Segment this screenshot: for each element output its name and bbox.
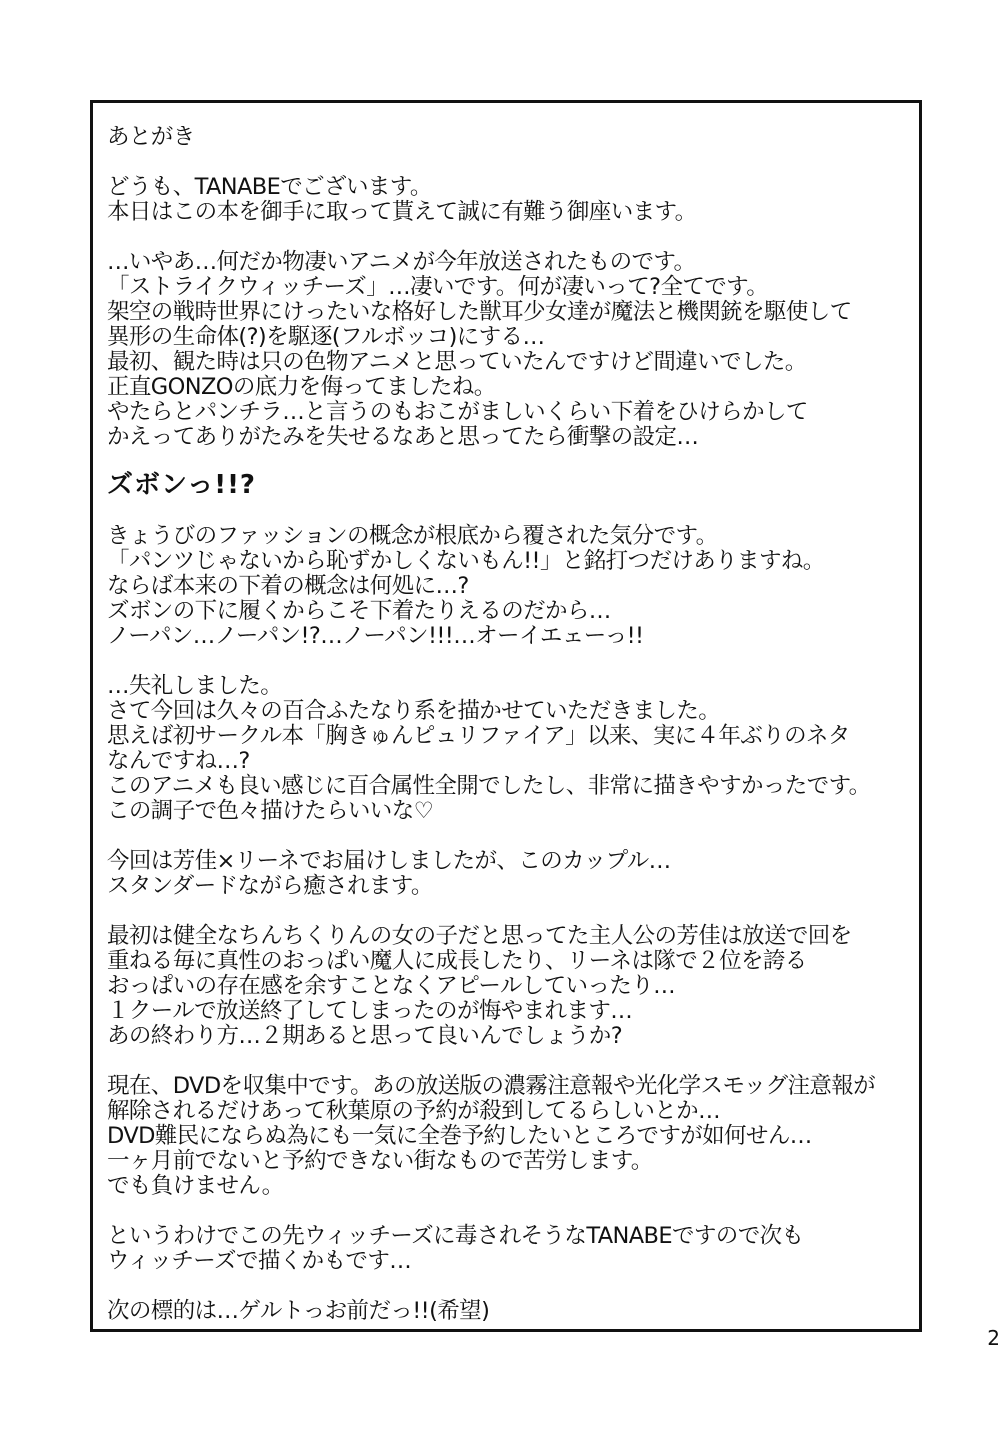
text-line: 最初は健全なちんちくりんの女の子だと思ってた主人公の芳佳は放送で回を <box>107 923 852 949</box>
text-line: やたらとパンチラ…と言うのもおこがましいくらい下着をひけらかして <box>107 399 808 425</box>
text-line: 重ねる毎に真性のおっぱい魔人に成長したり、リーネは隊で２位を誇る <box>107 948 807 974</box>
afterword-frame <box>90 100 922 1332</box>
text-line: おっぱいの存在感を余すことなくアピールしていったり… <box>107 973 676 999</box>
paragraph <box>107 849 907 899</box>
text-line: 本日はこの本を御手に取って貰えて誠に有難う御座います。 <box>107 199 697 225</box>
text-line: ズボンの下に履くからこそ下着たりえるのだから… <box>107 598 611 624</box>
text-line: このアニメも良い感じに百合属性全開でしたし、非常に描きやすかったです。 <box>107 773 871 799</box>
text-line: ノーパン…ノーパン!?…ノーパン!!!…オーイエェーっ!! <box>107 623 644 649</box>
text-line: 思えば初サークル本「胸きゅんピュリファイア」以来、実に４年ぶりのネタ <box>107 723 850 749</box>
text-line: かえってありがたみを失せるなあと思ってたら衝撃の設定… <box>107 424 699 450</box>
text-line: きょうびのファッションの概念が根底から覆された気分です。 <box>107 523 718 549</box>
text-line: ならば本来の下着の概念は何処に…? <box>107 573 469 599</box>
text-line: なんですね…? <box>107 748 250 774</box>
paragraph <box>107 674 907 824</box>
afterword-content <box>107 125 907 1324</box>
text-line: というわけでこの先ウィッチーズに毒されそうなTANABEですので次も <box>107 1223 804 1249</box>
section-heading: ズボンっ!!? <box>107 470 257 500</box>
paragraph <box>107 1224 907 1274</box>
text-line: 異形の生命体(?)を駆逐(フルボッコ)にする… <box>107 324 545 350</box>
text-line: …失礼しました。 <box>107 673 283 699</box>
text-line: 次の標的は…ゲルトっお前だっ!!(希望) <box>107 1298 490 1324</box>
text-line: あの終わり方…２期あると思って良いんでしょうか? <box>107 1023 623 1049</box>
text-line: １クールで放送終了してしまったのが悔やまれます… <box>107 998 633 1024</box>
text-line: 「パンツじゃないから恥ずかしくないもん!!」と銘打つだけありますね。 <box>107 548 825 574</box>
text-line: どうも、TANABEでございます。 <box>107 174 432 200</box>
text-line: 今回は芳佳×リーネでお届けしましたが、このカップル… <box>107 848 671 874</box>
paragraph <box>107 250 907 450</box>
text-line: DVD難民にならぬ為にも一気に全巻予約したいところですが如何せん… <box>107 1123 812 1149</box>
text-line: でも負けません。 <box>107 1173 284 1199</box>
text-line: スタンダードながら癒されます。 <box>107 873 433 899</box>
text-line: 現在、DVDを収集中です。あの放送版の濃霧注意報や光化学スモッグ注意報が <box>107 1073 876 1099</box>
paragraph <box>107 1074 907 1199</box>
text-line: …いやあ…何だか物凄いアニメが今年放送されたものです。 <box>107 249 696 275</box>
page-number: 2 <box>987 1326 1000 1350</box>
text-line: さて今回は久々の百合ふたなり系を描かせていただきました。 <box>107 698 721 724</box>
text-line: 架空の戦時世界にけったいな格好した獣耳少女達が魔法と機関銃を駆使して <box>107 299 852 325</box>
text-line: 「ストライクウィッチーズ」…凄いです。何が凄いって?全てです。 <box>107 274 769 300</box>
text-line: 一ヶ月前でないと予約できない街なもので苦労します。 <box>107 1148 653 1174</box>
text-line: この調子で色々描けたらいいな♡ <box>107 798 434 824</box>
text-line: 正直GONZOの底力を侮ってましたね。 <box>107 374 496 400</box>
text-line: 解除されるだけあって秋葉原の予約が殺到してるらしいとか… <box>107 1098 720 1124</box>
afterword-title: あとがき <box>107 124 195 150</box>
text-line: ウィッチーズで描くかもです… <box>107 1248 412 1274</box>
paragraph <box>107 924 907 1049</box>
text-line: 最初、観た時は只の色物アニメと思っていたんですけど間違いでした。 <box>107 349 807 375</box>
paragraph <box>107 1299 907 1324</box>
paragraph <box>107 175 907 225</box>
paragraph <box>107 524 907 649</box>
